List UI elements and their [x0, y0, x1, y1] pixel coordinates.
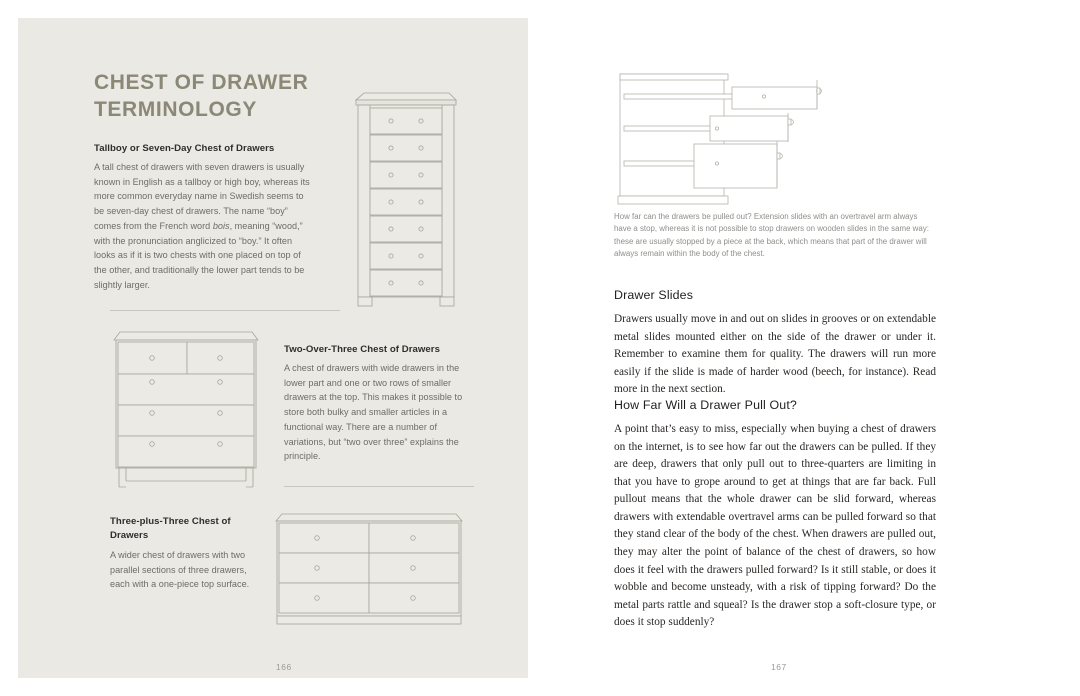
section-heading-drawer-slides: Drawer Slides: [614, 288, 694, 302]
illustration-two-over-three-chest: [110, 326, 262, 489]
section-body-drawer-slides: Drawers usually move in and out on slides in grooves or on extendable metal slides mounted either on the side of the drawer or under it. Remember to examine them for quality. The drawers will run more easily if the slide is made of harder wood (beech, for instance). Read more in the next section.: [614, 313, 936, 396]
section-heading-how-far-pull-out: How Far Will a Drawer Pull Out?: [614, 398, 797, 412]
section-heading-tallboy: Tallboy or Seven-Day Chest of Drawers: [94, 143, 275, 154]
section-divider-1: [110, 310, 340, 311]
tallboy-text-italic: bois: [212, 220, 230, 231]
section-divider-2: [284, 486, 474, 487]
section-body-two-over-three: A chest of drawers with wide drawers in the lower part and one or two rows of smaller drawers at the top. This makes it possible to store both bulky and smaller articles in a functional way. There are a number of variations, but “two over three” explains the principle.: [284, 363, 463, 462]
left-page: [18, 18, 528, 678]
illustration-tallboy-seven-drawer-chest: [350, 84, 462, 314]
page-number-left: 166: [276, 662, 292, 672]
right-page: [528, 18, 1062, 678]
page-title: CHEST OF DRAWER TERMINOLOGY: [94, 71, 309, 121]
tallboy-text-suffix: , meaning “wood,” with the pronunciation anglicized to “boy.” It often looks as if it is two chests with one placed on top of the other, and traditionally the lower part tends to be slightly larger.: [94, 220, 305, 290]
section-heading-two-over-three: Two-Over-Three Chest of Drawers: [284, 344, 440, 355]
page-number-right: 167: [771, 662, 787, 672]
figure-caption: How far can the drawers be pulled out? Extension slides with an overtravel arm always have a stop, whereas it is not possible to stop drawers on wooden slides in the same way: these are usually stopped by a piece at the back, which means that part of the drawer will always remain within the body of the chest.: [614, 212, 929, 258]
illustration-three-plus-three-chest: [274, 505, 464, 629]
section-body-how-far-pull-out: A point that’s easy to miss, especially when buying a chest of drawers on the internet, is to see how far out the drawers can be pulled. If they are deep, drawers that only pull out to three-quarters are limiting in that you have to grope around to get at things that are far back. Full pullout means that the whole drawer can be slid forward, whereas drawers with extendable overtravel arms can be pulled forward so that they stand clear of the body of the chest. When drawers are pulled out, they may alter the point of balance of the chest of drawers, so how does it feel with the drawers pulled forward? Is it still stable, or does it wobble and become unsteady, with a risk of tipping forward? Do the metal parts rattle and squeal? Is the drawer stop a soft-closure type, or does it stop suddenly?: [614, 423, 936, 629]
section-body-tallboy: [94, 160, 312, 292]
section-heading-three-plus-three: Three-plus-Three Chest of Drawers: [110, 516, 231, 541]
section-body-three-plus-three: A wider chest of drawers with two parallel sections of three drawers, each with a one-piece top surface.: [110, 550, 250, 590]
illustration-drawer-extension-diagram: [614, 66, 944, 214]
tallboy-text-prefix: A tall chest of drawers with seven drawers is usually known in English as a tallboy or high boy, whereas its more common everyday name in Swedish seems to be seven-day chest of drawers. The name “boy” comes from the French word: [94, 162, 310, 231]
